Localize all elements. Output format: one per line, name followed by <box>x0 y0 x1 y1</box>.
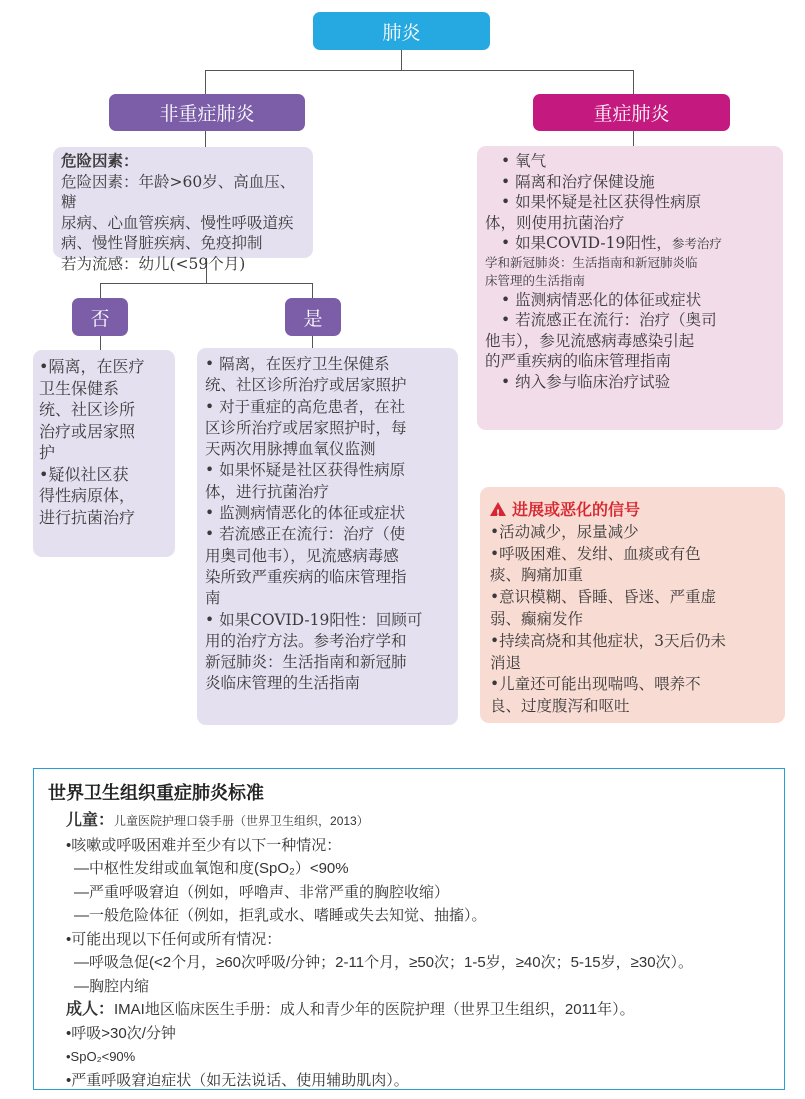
severe-treatment-panel <box>477 146 783 430</box>
no-line: 治疗或居家照 <box>39 421 136 441</box>
warning-triangle-icon <box>490 502 506 516</box>
yes-line: • 监测病情恶化的体征或症状 <box>205 504 406 523</box>
risk-line: 病、慢性肾脏疾病、免疫抑制 <box>61 234 263 252</box>
connector-risk-horizontal <box>100 283 313 284</box>
connector-root-down <box>401 50 402 70</box>
severe-item-text: • 如果COVID-19阳性， <box>501 234 672 252</box>
children-condition-2-item: —胸腔内缩 <box>74 977 150 995</box>
yes-line: 用奥司他韦），见流感病毒感 <box>205 546 399 565</box>
connector-left-down <box>205 70 206 94</box>
no-risk-panel <box>33 350 175 557</box>
severe-pneumonia-node: 重症肺炎 <box>533 94 730 131</box>
risk-line: 危险因素：年龄>60岁、高血压、糖 <box>61 172 296 211</box>
connector-yes-panel <box>312 336 313 348</box>
children-condition-1-item: —中枢性发绀或血氧饱和度(SpO₂）<90% <box>74 860 349 877</box>
severe-item: • 监测病情恶化的体征或症状 <box>501 290 702 309</box>
adults-item: •呼吸>30次/分钟 <box>66 1024 176 1042</box>
yes-line: 统、社区诊所治疗或居家照护 <box>205 376 407 395</box>
adults-source: IMAI地区临床医生手册：成人和青少年的医院护理（世界卫生组织，2011年）。 <box>114 1001 635 1018</box>
yes-line: • 如果怀疑是社区获得性病原 <box>205 461 406 480</box>
children-condition-2: •可能出现以下任何或所有情况： <box>66 930 282 948</box>
warning-title: 进展或恶化的信号 <box>512 500 641 519</box>
warning-line: •活动减少，尿量减少 <box>490 522 639 541</box>
severe-item: 的严重疾病的临床管理指南 <box>485 352 672 370</box>
severe-item: 他韦），参见流感病毒感染引起 <box>485 331 695 350</box>
yes-line: 体，进行抗菌治疗 <box>205 482 330 501</box>
non-severe-pneumonia-node: 非重症肺炎 <box>109 94 305 131</box>
adults-item: •SpO₂<90% <box>66 1049 136 1064</box>
yes-line: 南 <box>205 589 221 608</box>
warning-line: •呼吸困难、发绀、血痰或有色 <box>490 544 701 563</box>
yes-risk-panel <box>197 348 458 725</box>
risk-line: 尿病、心血管疾病、慢性呼吸道疾 <box>61 213 294 232</box>
yes-line: • 若流感正在流行：治疗（使 <box>205 525 406 544</box>
yes-line: 区诊所治疗或居家照护时，每 <box>205 418 407 437</box>
severe-item: • 隔离和治疗保健设施 <box>501 172 655 191</box>
warning-line: •儿童还可能出现喘鸣、喂养不 <box>490 675 701 694</box>
connector-nonsevere-risk <box>205 131 206 147</box>
severe-item-small: 参考治疗 <box>671 236 722 251</box>
warning-line: 痰、胸痛加重 <box>490 566 584 585</box>
adults-label: 成人： <box>66 1001 115 1018</box>
children-condition-1: •咳嗽或呼吸困难并至少有以下一种情况： <box>66 836 342 854</box>
connector-root-horizontal <box>205 70 634 71</box>
severe-item: • 纳入参与临床治疗试验 <box>501 372 671 391</box>
no-line: 统、社区诊所 <box>39 400 136 419</box>
connector-no-down <box>100 283 101 298</box>
severe-item: • 若流感正在流行：治疗（奥司 <box>501 311 717 329</box>
severe-item: • 如果怀疑是社区获得性病原 <box>501 193 702 211</box>
risk-factors-heading: 危险因素： <box>61 151 139 170</box>
children-source-row <box>48 809 770 834</box>
no-line: 卫生保健系 <box>39 378 120 398</box>
yes-line: • 如果COVID-19阳性：回顾可 <box>205 610 423 629</box>
yes-line: 天两次用脉搏血氧仪监测 <box>205 440 376 459</box>
yes-line: 染所致严重疾病的临床管理指 <box>205 567 407 586</box>
no-line: 护 <box>39 443 56 462</box>
risk-factors-panel <box>53 147 313 273</box>
severe-item-small-line: 床管理的生活指南 <box>485 272 586 288</box>
connector-yes-down <box>312 283 313 298</box>
warning-line: 消退 <box>490 653 522 672</box>
pneumonia-root-node: 肺炎 <box>313 12 490 50</box>
connector-right-down <box>633 70 634 94</box>
yes-node: 是 <box>285 298 341 336</box>
severe-item-small-line: 学和新冠肺炎：生活指南和新冠肺炎临 <box>485 254 698 270</box>
deterioration-signs-panel <box>480 487 785 723</box>
children-source: 儿童医院护理口袋手册（世界卫生组织，2013） <box>114 814 369 828</box>
risk-line: 若为流感：幼儿(<59个月) <box>61 254 246 273</box>
yes-line: 炎临床管理的生活指南 <box>205 674 361 693</box>
who-criteria-box <box>33 768 785 1090</box>
no-line: 得性病原体， <box>39 486 136 505</box>
children-condition-1-item: —严重呼吸窘迫（例如，呼噜声、非常严重的胸腔收缩） <box>74 883 450 901</box>
no-line: •疑似社区获 <box>39 464 129 484</box>
severe-item <box>501 233 775 254</box>
yes-line: 用的治疗方法。参考治疗学和 <box>205 631 407 650</box>
yes-line: • 隔离，在医疗卫生保健系 <box>205 355 390 373</box>
children-condition-1-item: —一般危险体征（例如，拒乳或水、嗜睡或失去知觉、抽搐）。 <box>74 907 487 924</box>
children-label: 儿童： <box>66 812 115 829</box>
no-line: 进行抗菌治疗 <box>39 507 136 527</box>
warning-line: 弱、癫痫发作 <box>490 609 584 628</box>
yes-line: • 对于重症的高危患者，在社 <box>205 397 406 416</box>
yes-line: 新冠肺炎：生活指南和新冠肺 <box>205 653 407 672</box>
severe-item: 体，则使用抗菌治疗 <box>485 213 625 232</box>
connector-no-panel <box>100 336 101 350</box>
connector-severe-panel <box>633 131 634 146</box>
severe-item: • 氧气 <box>501 152 547 170</box>
no-line: •隔离，在医疗 <box>39 357 145 376</box>
no-node: 否 <box>72 298 128 336</box>
adults-item: •严重呼吸窘迫症状（如无法说话、使用辅助肌肉）。 <box>66 1071 409 1089</box>
warning-title-row <box>490 499 775 522</box>
who-criteria-title: 世界卫生组织重症肺炎标准 <box>48 783 264 803</box>
adults-source-row <box>48 998 770 1022</box>
warning-line: •意识模糊、昏睡、昏迷、严重虚 <box>490 588 717 607</box>
children-condition-2-item: —呼吸急促(<2个月，≥60次呼吸/分钟；2-11个月，≥50次；1-5岁，≥40次；5-15岁，≥30次）。 <box>74 954 694 971</box>
warning-line: 良、过度腹泻和呕吐 <box>490 697 630 716</box>
warning-line: •持续高烧和其他症状，3天后仍未 <box>490 631 727 650</box>
